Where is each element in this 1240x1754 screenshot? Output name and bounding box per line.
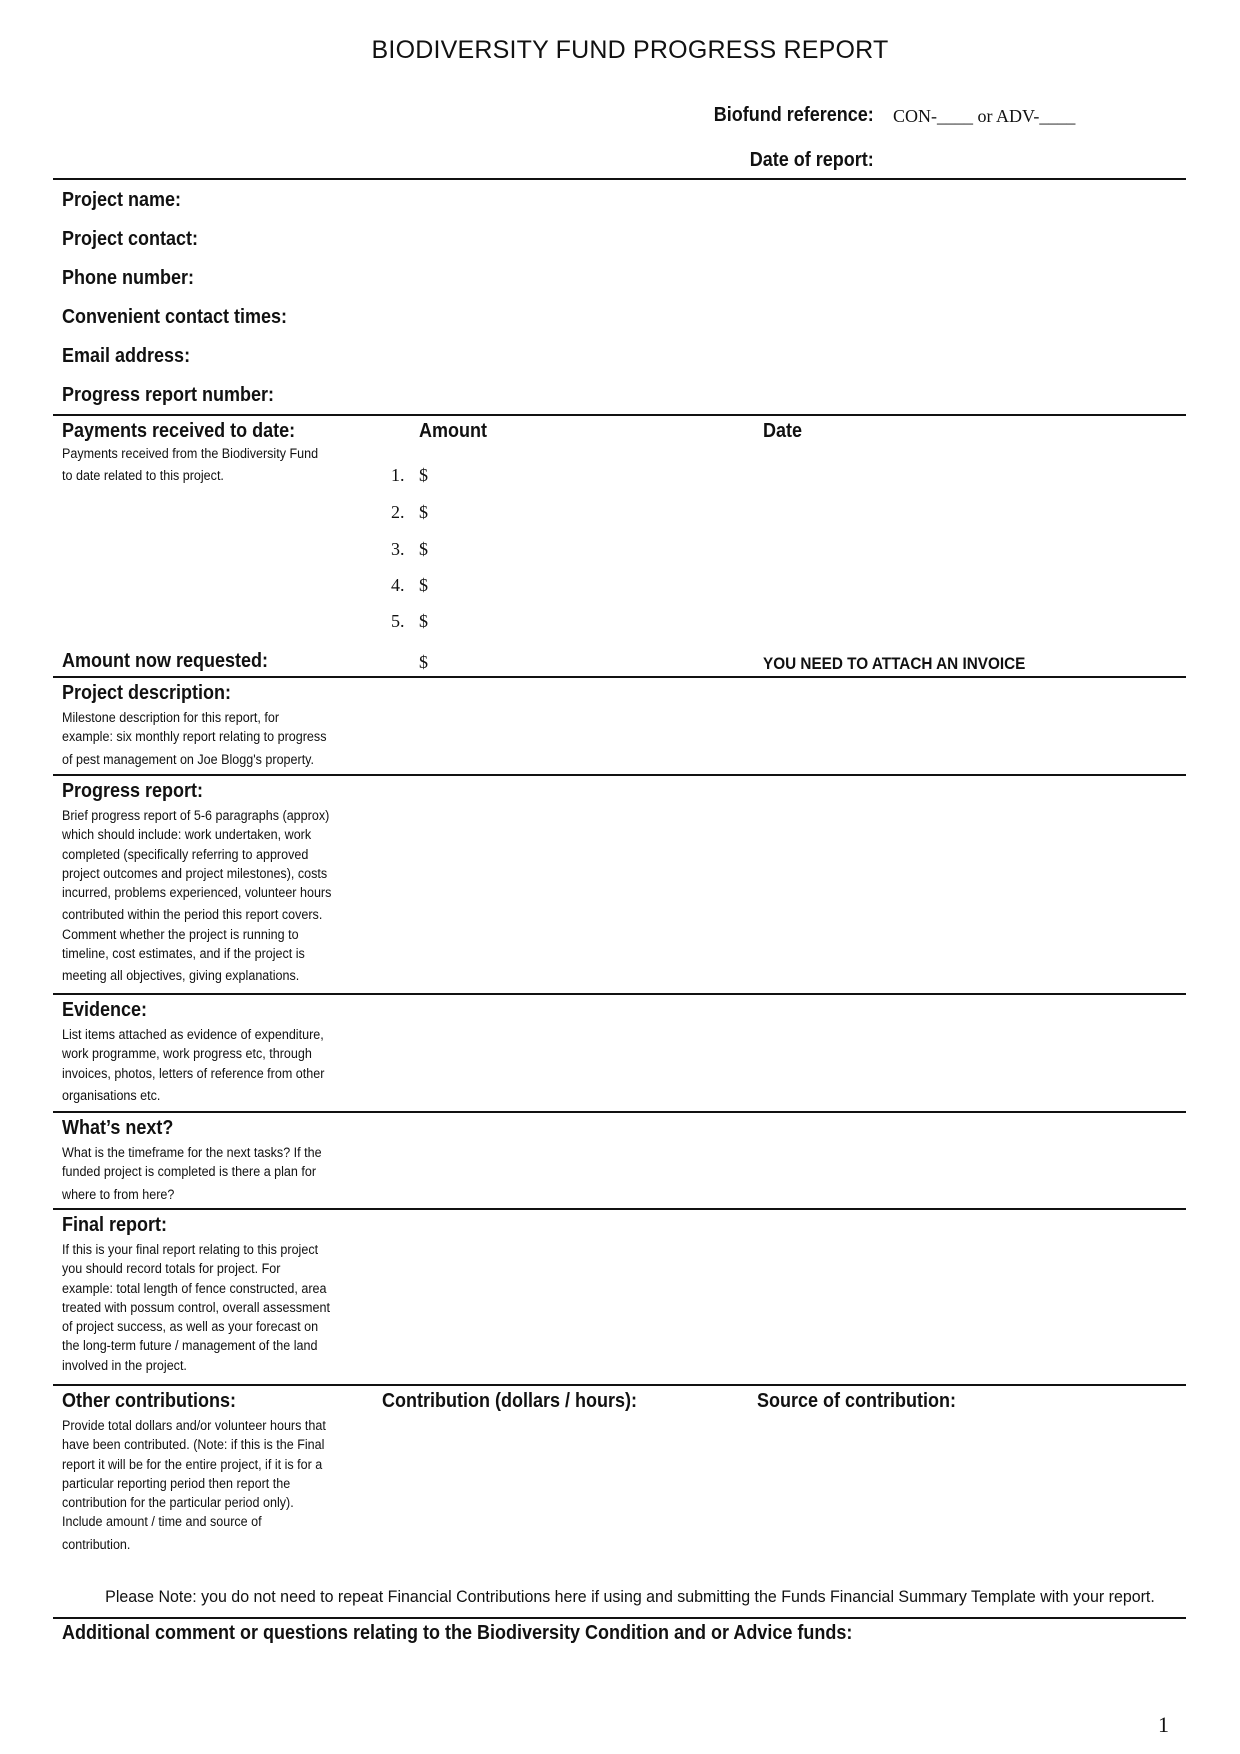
description-line: report it will be for the entire project, if it is for a [62,1456,323,1472]
other-contributions-label: Other contributions: [62,1390,236,1412]
project-description-label: Project description: [62,682,232,704]
description-line: Provide total dollars and/or volunteer hours that [62,1418,326,1433]
description-line: of pest management on Joe Blogg's property. [62,751,315,767]
final-report-help [62,1240,369,1375]
description-line: Comment whether the project is running to [62,926,299,942]
payment-row-number: 3. [391,539,405,559]
contribution-amount-header: Contribution (dollars / hours): [382,1390,637,1412]
page-title: BIODIVERSITY FUND PROGRESS REPORT [371,36,889,64]
divider [53,1617,1186,1619]
progress-report-label: Progress report: [62,780,204,802]
date-of-report-label: Date of report: [749,149,874,171]
description-line: timeline, cost estimates, and if the project is [62,946,305,962]
description-line: which should include: work undertaken, work [62,827,312,843]
description-line: Payments received from the Biodiversity Fund [62,446,319,461]
evidence-label: Evidence: [62,999,148,1021]
description-line: particular reporting period then report the [62,1475,291,1491]
payment-row-amount-field[interactable]: $ [419,575,428,595]
divider [53,1384,1186,1386]
invoice-note: YOU NEED TO ATTACH AN INVOICE [763,654,1026,673]
description-line: have been contributed. (Note: if this is the Final [62,1437,325,1453]
description-line: List items attached as evidence of expenditure, [62,1027,324,1042]
description-line: contributed within the period this report covers. [62,907,323,923]
description-line: to date related to this project. [62,468,224,484]
divider [53,178,1186,180]
progress-report-help [62,806,369,986]
description-line: example: six monthly report relating to progress [62,729,327,745]
description-line: funded project is completed is there a plan for [62,1164,317,1180]
description-line: meeting all objectives, giving explanations. [62,968,300,984]
description-line: What is the timeframe for the next tasks? If the [62,1145,322,1160]
amount-requested-field[interactable]: $ [419,652,428,672]
payments-description [62,444,369,486]
divider [53,993,1186,995]
description-line: where to from here? [62,1186,175,1202]
evidence-help [62,1025,369,1105]
phone-number-label: Phone number: [62,267,195,289]
payment-row-amount-field[interactable]: $ [419,465,428,485]
payment-row-number: 2. [391,502,405,522]
description-line: invoices, photos, letters of reference from other [62,1065,325,1081]
description-line: completed (specifically referring to approved [62,846,309,862]
divider [53,676,1186,678]
project-name-label: Project name: [62,189,182,211]
description-line: of project success, as well as your forecast on [62,1319,319,1335]
biofund-reference-label: Biofund reference: [713,104,874,126]
email-address-label: Email address: [62,345,191,367]
description-line: you should record totals for project. For [62,1261,281,1277]
description-line: organisations etc. [62,1087,161,1103]
description-line: involved in the project. [62,1357,187,1373]
description-line: work programme, work progress etc, through [62,1046,312,1062]
contact-times-label: Convenient contact times: [62,306,288,328]
description-line: Brief progress report of 5-6 paragraphs (approx) [62,808,330,823]
divider [53,414,1186,416]
description-line: incurred, problems experienced, volunteer hours [62,885,332,901]
page-number: 1 [1158,1712,1169,1737]
project-contact-label: Project contact: [62,228,199,250]
date-header: Date [763,420,803,442]
description-line: If this is your final report relating to this project [62,1242,319,1257]
payment-row-amount-field[interactable]: $ [419,539,428,559]
final-report-label: Final report: [62,1214,168,1236]
divider [53,1111,1186,1113]
payment-row-number: 1. [391,465,405,485]
description-line: contribution for the particular period only). [62,1495,294,1511]
description-line: example: total length of fence constructed, area [62,1280,327,1296]
financial-contributions-note: Please Note: you do not need to repeat Financial Contributions here if using and submitting the Funds Financial Summary Template with your report. [105,1587,1155,1606]
description-line: treated with possum control, overall assessment [62,1299,330,1315]
biofund-reference-field[interactable]: CON-____ or ADV-____ [893,106,1076,126]
divider [53,774,1186,776]
payments-label: Payments received to date: [62,420,296,442]
payment-row-amount-field[interactable]: $ [419,611,428,631]
amount-requested-label: Amount now requested: [62,650,269,672]
whats-next-label: What’s next? [62,1117,174,1139]
project-description-help [62,708,369,769]
whats-next-help [62,1143,369,1204]
progress-report-number-label: Progress report number: [62,384,275,406]
other-contributions-help [62,1416,369,1554]
description-line: project outcomes and project milestones), costs [62,865,328,881]
description-line: the long-term future / management of the land [62,1338,318,1354]
description-line: contribution. [62,1536,131,1552]
description-line: Include amount / time and source of [62,1514,262,1530]
divider [53,1208,1186,1210]
payment-row-amount-field[interactable]: $ [419,502,428,522]
payment-row-number: 5. [391,611,405,631]
additional-comments-label: Additional comment or questions relating to the Biodiversity Condition and or Advice funds: [62,1622,853,1644]
payment-row-number: 4. [391,575,405,595]
contribution-source-header: Source of contribution: [757,1390,956,1412]
amount-header: Amount [419,420,487,442]
description-line: Milestone description for this report, for [62,710,280,725]
